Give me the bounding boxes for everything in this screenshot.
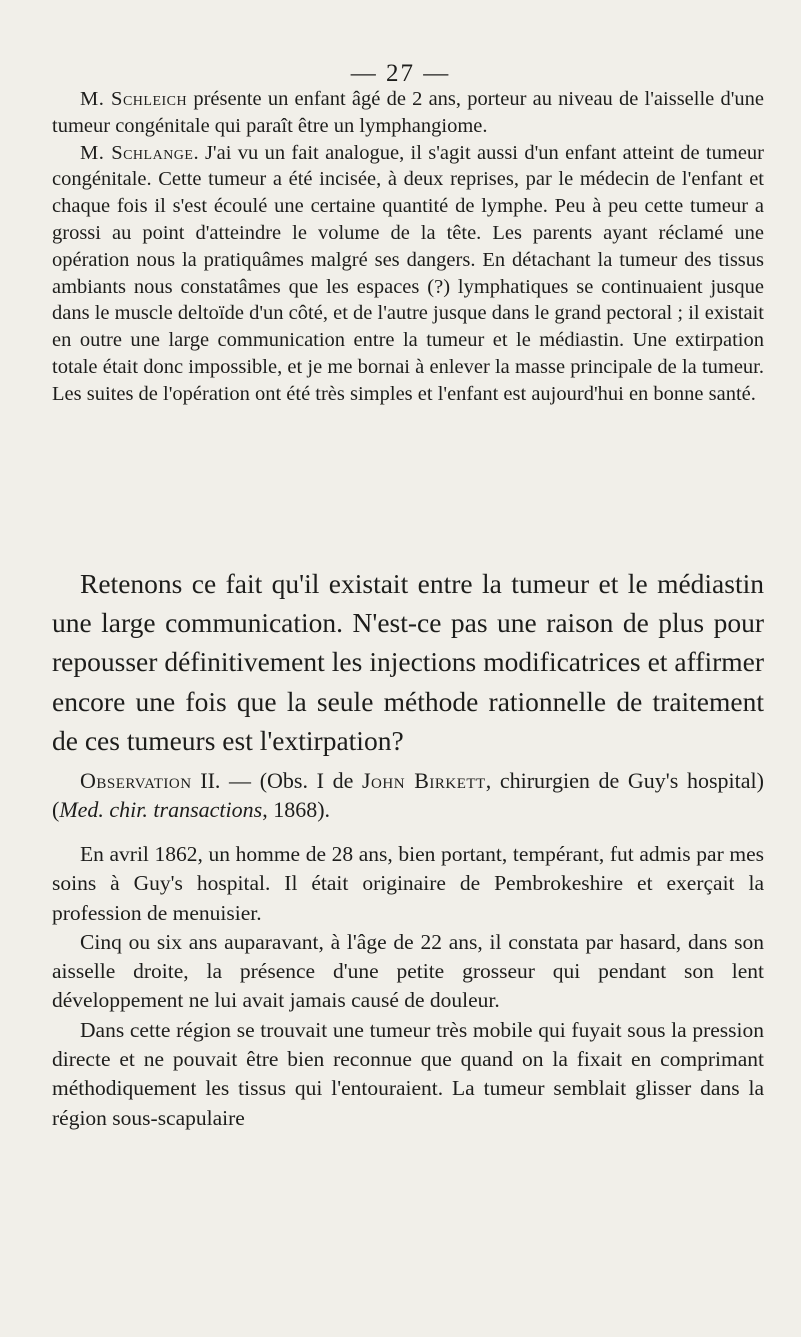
case-block: [52, 840, 764, 1133]
observation-heading: [52, 766, 764, 824]
paragraph-schlange: [52, 140, 764, 408]
paragraph-case-3: Dans cette région se trouvait une tumeur très mobile qui fuyait sous la pression directe et ne pouvait être bien reconnue que quand on la fixait en comprimant méthodiquement les tissus qui l'entouraient. La tumeur semblait glisser dans la région sous-scapulaire: [52, 1017, 764, 1130]
paragraph-conclusion: Retenons ce fait qu'il existait entre la tumeur et le médiastin une large communication. N'est-ce pas une raison de plus pour repousser définitivement les injections modificatrices et affirmer encore une fois que la seule méthode rationnelle de traitement de ces tumeurs est l'extirpation?: [52, 568, 764, 756]
paragraph-text: présente un enfant âgé de 2 ans, porteur au niveau de l'aisselle d'une tumeur congénitale qui paraît être un lymphangiome.: [52, 88, 765, 137]
journal-title: Med. chir. transactions: [59, 797, 263, 822]
observation-label: Observation: [80, 768, 192, 793]
page-number: — 27 —: [350, 60, 451, 87]
author-name: John Birkett: [362, 768, 486, 793]
observation-title: Observation II. — (Obs. I de John Birkett, chirurgien de Guy's hospital) (Med. chir. transactions, 1868).: [52, 768, 764, 822]
discussion-block: [52, 86, 764, 408]
paragraph-case-1: En avril 1862, un homme de 28 ans, bien portant, tempérant, fut admis par mes soins à Guy's hospital. Il était originaire de Pembrokeshire et exerçait la profession de menuisier.: [52, 842, 764, 925]
paragraph-case-2: Cinq ou six ans auparavant, à l'âge de 22 ans, il constata par hasard, dans son aisselle droite, la présence d'une petite grosseur qui pendant son lent développement ne lui avait jamais causé de douleur.: [52, 929, 764, 1013]
paragraph-schleich: [52, 86, 764, 140]
speaker-name: M. Schleich: [80, 88, 188, 110]
paragraph-text: . J'ai vu un fait analogue, il s'agit aussi d'un enfant atteint de tumeur congénitale. Cette tumeur a été incisée, à deux reprises, par le médecin de l'enfant et chaque fois il s'est écoulé une certaine quantité de lymphe. Peu à peu cette tumeur a grossi au point d'atteindre le volume de la tête. Les parents ayant réclamé une opération nous la pratiquâmes malgré ses dangers. En détachant la tumeur des tissus ambiants nous constatâmes que les espaces (?) lymphatiques se continuaient jusque dans le muscle deltoïde d'un côté, et de l'autre jusque dans le grand pectoral ; il existait en outre une large communication entre la tumeur et le médiastin. Une extirpation totale était donc impossible, et je me bornai à enlever la masse principale de la tumeur. Les suites de l'opération ont été très simples et l'enfant est aujourd'hui en bonne santé.: [52, 141, 765, 405]
speaker-name: M. Schlange: [80, 141, 194, 164]
conclusion-block: [52, 564, 764, 760]
